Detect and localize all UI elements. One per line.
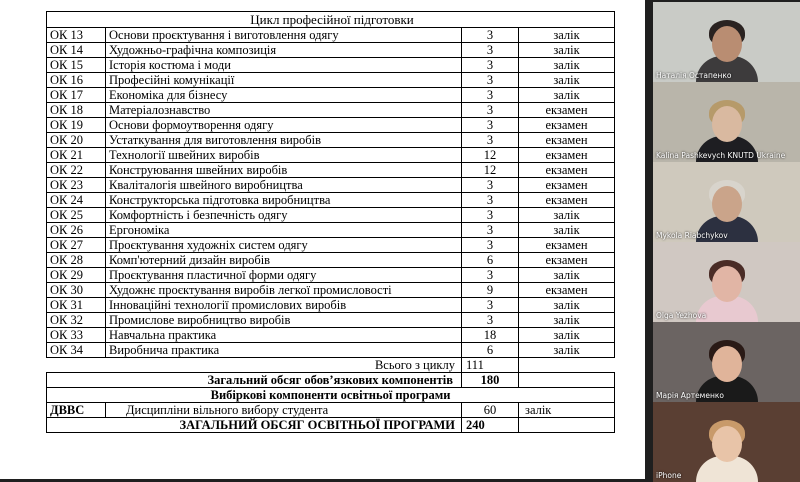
course-name: Економіка для бізнесу: [106, 88, 462, 103]
cycle-total-value: 111: [462, 358, 519, 373]
table-row: [47, 103, 615, 118]
course-name: Технології швейних виробів: [106, 148, 462, 163]
credits-cell: 3: [462, 313, 519, 328]
program-total-row: [47, 418, 615, 433]
table-row: [47, 298, 615, 313]
table-row: [47, 73, 615, 88]
table-row: [47, 283, 615, 298]
course-code: ОК 18: [47, 103, 106, 118]
participant-video-tile[interactable]: [653, 242, 800, 322]
participant-face: [712, 106, 742, 142]
credits-cell: 3: [462, 238, 519, 253]
course-name: Художньо-графічна композиція: [106, 43, 462, 58]
participant-name: iPhone: [656, 471, 682, 480]
credits-cell: 3: [462, 193, 519, 208]
credits-cell: 3: [462, 268, 519, 283]
control-form-cell: екзамен: [519, 283, 615, 298]
course-code: ОК 22: [47, 163, 106, 178]
course-code: ОК 16: [47, 73, 106, 88]
course-name: Комфортність і безпечність одягу: [106, 208, 462, 223]
participant-video-tile[interactable]: [653, 82, 800, 162]
elective-credits: 60: [462, 403, 519, 418]
course-code: ОК 21: [47, 148, 106, 163]
control-form-cell: залік: [519, 298, 615, 313]
empty-cell: [519, 418, 615, 433]
course-name: Конструкторська підготовка виробництва: [106, 193, 462, 208]
table-row: [47, 163, 615, 178]
participant-face: [712, 26, 742, 62]
participant-name: Mykola Riabchykov: [656, 231, 728, 240]
program-total-value: 240: [462, 418, 519, 433]
course-code: ОК 17: [47, 88, 106, 103]
control-form-cell: залік: [519, 343, 615, 358]
participant-face: [712, 346, 742, 382]
control-form-cell: залік: [519, 268, 615, 283]
participant-video-tile[interactable]: [653, 162, 800, 242]
table-row: [47, 253, 615, 268]
course-name: Промислове виробництво виробів: [106, 313, 462, 328]
control-form-cell: екзамен: [519, 103, 615, 118]
course-code: ОК 31: [47, 298, 106, 313]
participant-gallery[interactable]: [645, 0, 800, 479]
elective-row: [47, 403, 615, 418]
table-row: [47, 118, 615, 133]
credits-cell: 12: [462, 163, 519, 178]
course-code: ОК 33: [47, 328, 106, 343]
elective-control: залік: [519, 403, 615, 418]
control-form-cell: залік: [519, 88, 615, 103]
credits-cell: 6: [462, 343, 519, 358]
course-code: ОК 26: [47, 223, 106, 238]
participant-name: Olga Yezhova: [656, 311, 707, 320]
control-form-cell: екзамен: [519, 163, 615, 178]
section-title-row: [47, 12, 615, 28]
table-row: [47, 343, 615, 358]
table-row: [47, 193, 615, 208]
participant-name: Наталія Остапенко: [656, 71, 732, 80]
table-row: [47, 43, 615, 58]
mandatory-total-label: Загальний обсяг обов’язкових компонентів: [47, 373, 462, 388]
credits-cell: 3: [462, 208, 519, 223]
control-form-cell: екзамен: [519, 148, 615, 163]
course-code: ОК 23: [47, 178, 106, 193]
elective-name: Дисципліни вільного вибору студента: [106, 403, 462, 418]
table-row: [47, 223, 615, 238]
course-code: ОК 30: [47, 283, 106, 298]
credits-cell: 3: [462, 58, 519, 73]
mandatory-total-value: 180: [462, 373, 519, 388]
credits-cell: 12: [462, 148, 519, 163]
table-row: [47, 313, 615, 328]
course-name: Проєктування пластичної форми одягу: [106, 268, 462, 283]
table-row: [47, 208, 615, 223]
empty-cell: [519, 358, 615, 373]
course-name: Основи формоутворення одягу: [106, 118, 462, 133]
control-form-cell: екзамен: [519, 253, 615, 268]
credits-cell: 18: [462, 328, 519, 343]
course-name: Навчальна практика: [106, 328, 462, 343]
course-name: Основи проєктування і виготовлення одягу: [106, 28, 462, 43]
mandatory-total-row: [47, 373, 615, 388]
course-name: Професійні комунікації: [106, 73, 462, 88]
table-row: [47, 133, 615, 148]
course-code: ОК 34: [47, 343, 106, 358]
course-code: ОК 29: [47, 268, 106, 283]
course-name: Виробнича практика: [106, 343, 462, 358]
credits-cell: 3: [462, 43, 519, 58]
credits-cell: 3: [462, 118, 519, 133]
control-form-cell: екзамен: [519, 133, 615, 148]
course-name: Комп'ютерний дизайн виробів: [106, 253, 462, 268]
table-row: [47, 238, 615, 253]
control-form-cell: залік: [519, 28, 615, 43]
course-code: ОК 28: [47, 253, 106, 268]
credits-cell: 3: [462, 28, 519, 43]
participant-face: [712, 426, 742, 462]
control-form-cell: екзамен: [519, 238, 615, 253]
control-form-cell: залік: [519, 58, 615, 73]
participant-video-tile[interactable]: [653, 322, 800, 402]
cycle-total-label: Всього з циклу: [374, 358, 455, 372]
table-row: [47, 58, 615, 73]
table-row: [47, 268, 615, 283]
participant-face: [712, 186, 742, 222]
course-code: ОК 24: [47, 193, 106, 208]
elective-title: Вибіркові компоненти освітньої програми: [47, 388, 615, 403]
course-code: ОК 25: [47, 208, 106, 223]
control-form-cell: екзамен: [519, 193, 615, 208]
credits-cell: 3: [462, 133, 519, 148]
course-name: Інноваційні технології промислових виробів: [106, 298, 462, 313]
table-row: [47, 328, 615, 343]
control-form-cell: екзамен: [519, 118, 615, 133]
course-code: ОК 27: [47, 238, 106, 253]
control-form-cell: залік: [519, 223, 615, 238]
control-form-cell: залік: [519, 328, 615, 343]
credits-cell: 9: [462, 283, 519, 298]
course-name: Конструювання швейних виробів: [106, 163, 462, 178]
participant-name: Kalina Pashkevych KNUTD Ukraine: [656, 151, 786, 160]
course-name: Матеріалознавство: [106, 103, 462, 118]
course-name: Художнє проєктування виробів легкої промисловості: [106, 283, 462, 298]
course-code: ОК 14: [47, 43, 106, 58]
credits-cell: 3: [462, 73, 519, 88]
control-form-cell: залік: [519, 73, 615, 88]
credits-cell: 3: [462, 178, 519, 193]
credits-cell: 6: [462, 253, 519, 268]
credits-cell: 3: [462, 223, 519, 238]
elective-title-row: [47, 388, 615, 403]
table-row: [47, 148, 615, 163]
table-row: [47, 28, 615, 43]
participant-face: [712, 266, 742, 302]
course-code: ОК 19: [47, 118, 106, 133]
curriculum-table: [46, 11, 615, 433]
course-code: ОК 32: [47, 313, 106, 328]
credits-cell: 3: [462, 103, 519, 118]
course-code: ОК 13: [47, 28, 106, 43]
course-name: Ергономіка: [106, 223, 462, 238]
course-name: Проєктування художніх систем одягу: [106, 238, 462, 253]
credits-cell: 3: [462, 88, 519, 103]
empty-cell: [519, 373, 615, 388]
section-title: Цикл професійної підготовки: [47, 12, 615, 28]
program-total-label: ЗАГАЛЬНИЙ ОБСЯГ ОСВІТНЬОЇ ПРОГРАМИ: [47, 418, 462, 433]
course-name: Історія костюма і моди: [106, 58, 462, 73]
table-row: [47, 178, 615, 193]
control-form-cell: залік: [519, 313, 615, 328]
elective-code: ДВВС: [47, 403, 106, 418]
course-code: ОК 15: [47, 58, 106, 73]
control-form-cell: залік: [519, 43, 615, 58]
participant-name: Марія Артеменко: [656, 391, 724, 400]
course-name: Кваліталогія швейного виробництва: [106, 178, 462, 193]
participant-video-tile[interactable]: [653, 402, 800, 482]
credits-cell: 3: [462, 298, 519, 313]
table-row: [47, 88, 615, 103]
cycle-total-row: [47, 358, 615, 373]
course-name: Устаткування для виготовлення виробів: [106, 133, 462, 148]
control-form-cell: екзамен: [519, 178, 615, 193]
control-form-cell: залік: [519, 208, 615, 223]
participant-video-tile[interactable]: [653, 2, 800, 82]
course-code: ОК 20: [47, 133, 106, 148]
